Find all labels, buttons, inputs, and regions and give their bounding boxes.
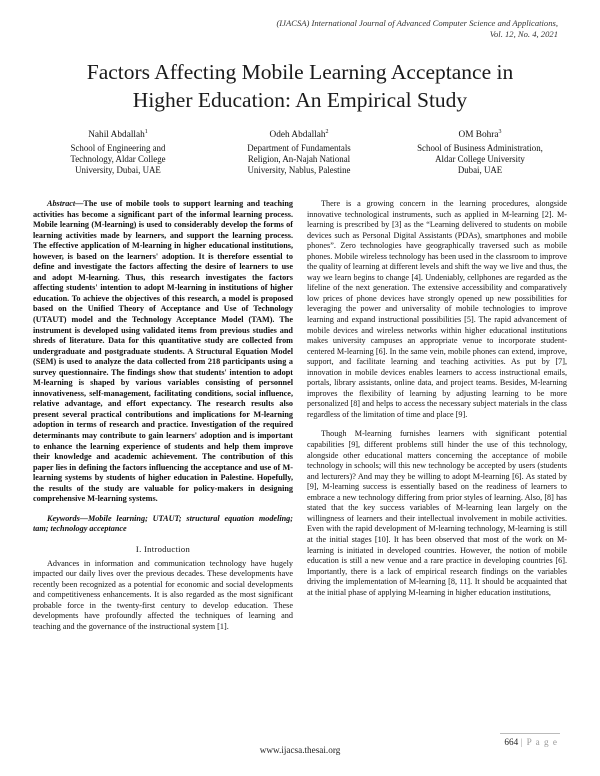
journal-name: (IJACSA) International Journal of Advanced Computer Science and Applications,: [276, 18, 558, 28]
author-affiliation: School of Engineering and: [70, 142, 166, 153]
intro-paragraph: Advances in information and communication technology have hugely impacted our daily lives over the previous decades. These developments have recently been recognized as a potential for economic and social developments and competitiveness enhancements. It is also regarded as the most significant probable force in the twenty-first century to develop education. These developments have profoundly affected the techniques of learning and teaching and the governance of the instructional system [1].: [33, 558, 293, 631]
abstract-text: The use of mobile tools to support learning and teaching activities has become a significant part of the informal learning process. Mobile learning (M-learning) is used to considerably develop the forms of learning activities made by learners, and support the learning process. The effective application of M-learning in higher educational institutions, however, is based on the learners' adoption. It is therefore essential to define and investigate the factors affecting the desire of learners to use and adopt M-learning. Thus, this research investigates the factors affecting students' intention to adopt M-learning in institutions of higher education. To achieve the objectives of this research, a model is proposed based on the Unified Theory of Acceptance and Use of Technology (UTAUT) model and the Technology Acceptance Model (TAM). The instrument is developed using validated items from previous studies and shreds of literature. Data for this quantitative study are collected from undergraduate and postgraduate students. A Structural Equation Model (SEM) is used to analyze the data collected from 218 participants using a survey questionnaire. The findings show that students' intention to adopt M-learning is shaped by various variables consisting of personnel innovativeness, self-management, facilitating conditions, social influence, relative advantage, and effort expectancy. The research results also present several practical contributions and implications for M-learning adoption in terms of research and practice. Investigation of the required determinants may contribute to gain learners' adoption and is important to enhance the learning experience of students and help them improve their knowledge and academic achievement. The contribution of this paper lies in defining the factors influencing the acceptance and use of M-learning systems by students of higher education in Palestine. Hopefully, the results of the study are valuable for policy-makers in designing comprehensive M-learning systems.: [33, 199, 293, 504]
author-block-3: [395, 127, 565, 177]
author-block-2: [214, 127, 384, 177]
footer-url: www.ijacsa.thesai.org: [259, 745, 341, 755]
author-block-1: [33, 127, 203, 177]
journal-volume: Vol. 12, No. 4, 2021: [489, 29, 558, 39]
paper-title: Factors Affecting Mobile Learning Acceptance in Higher Education: An Empirical Study: [86, 60, 514, 112]
page-number: 664 | P a g e: [504, 737, 558, 747]
right-column: [307, 199, 567, 598]
author-affiliation: School of Business Administration,: [417, 142, 543, 153]
abstract: [33, 199, 293, 505]
left-column: [33, 199, 293, 632]
keywords: Keywords—Mobile learning; UTAUT; structural equation modeling; tam; technology acceptance: [33, 513, 293, 534]
author-name: OM Bohra$^3$: [458, 129, 502, 141]
author-affiliation: Department of Fundamentals: [247, 142, 351, 153]
body-paragraph: There is a growing concern in the learning procedures, alongside innovative technological instruments, such as applied in M-learning [2]. M-learning is prescribed by [3] as the “Learning delivered to students on mobile devices such as Personal Digital Assistants (PDAs), smartphones and mobile phones”. Zero technologies have geographically traversed such as mobile phones. Mobile wireless technology has been used in the classroom to improve the quality of learning at different levels and shift the way we live and thus, the way we learn begins to change [4]. Undeniably, cellphones are regarded as the lifeline of the next generation. The extensive accessibility and comparatively low prices of phone devices have strongly opened up new possibilities for leveraging the power and universality of mobile technologies to improve learning and expand instructional possibilities [5]. The rapid advancement of mobile devices and wireless networks within higher educational institutions makes university campuses an appropriate venue to incorporate student-centered M-learning [6]. In the same vein, mobile phones can extend, improve, support, and facilitate learning and teaching activities. As put by [7], innovation in mobile devices enables learners to access instructional emails, portals, library assistants, online data, and project teams. Besides, M-learning improves the flexibility of learning by adjusting learning to be more personalized [8] and helps to access the necessary subject materials in the class regardless of the limitation of time and place [9].: [307, 199, 567, 419]
author-affiliation: Technology, Aldar College: [70, 153, 166, 164]
body-paragraph: Though M-learning furnishes learners with significant potential capabilities [9], different problems still hinder the use of this technology, alongside other educational matters concerning the acceptance of mobile technology in schools; will this new technology be accepted by users (students and lecturers)? And may they be willing to adopt M-learning [6]. As stated by [9], M-learning success is essentially based on the readiness of learners to embrace a new technology differing from prior styles of learning. Also, [8] has stated that the key success variables of M-learning lean largely on the willingness of learners and their intellectual involvement in mobile activities. Even with the rapid development of M-learning technology, M-learning is still at the initial stages [10]. It has been observed that most of the work on M-learning is initiated in developed countries. However, the notion of mobile education is still a new venue and a rare practice in developing countries [6]. Importantly, there is a lack of empirical research findings on the variables driving the implementation of M-learning [8, 11]. It should be acquainted that at the initial phase of applying M-learning in higher education institutions,: [307, 429, 567, 597]
abstract-label: Abstract—: [47, 199, 84, 208]
author-affiliation: Religion, An-Najah National: [247, 153, 351, 164]
footer-divider: [500, 733, 560, 734]
author-affiliation: University, Nablus, Palestine: [247, 165, 351, 176]
author-name: Odeh Abdallah$^2$: [269, 129, 329, 141]
author-affiliation: Aldar College University: [435, 153, 525, 164]
author-affiliation: Dubai, UAE: [457, 165, 503, 176]
journal-header: [198, 18, 558, 40]
author-name: Nahil Abdallah$^1$: [88, 129, 148, 141]
author-affiliation: University, Dubai, UAE: [75, 165, 161, 176]
section-heading-introduction: I. Introduction: [135, 543, 191, 554]
